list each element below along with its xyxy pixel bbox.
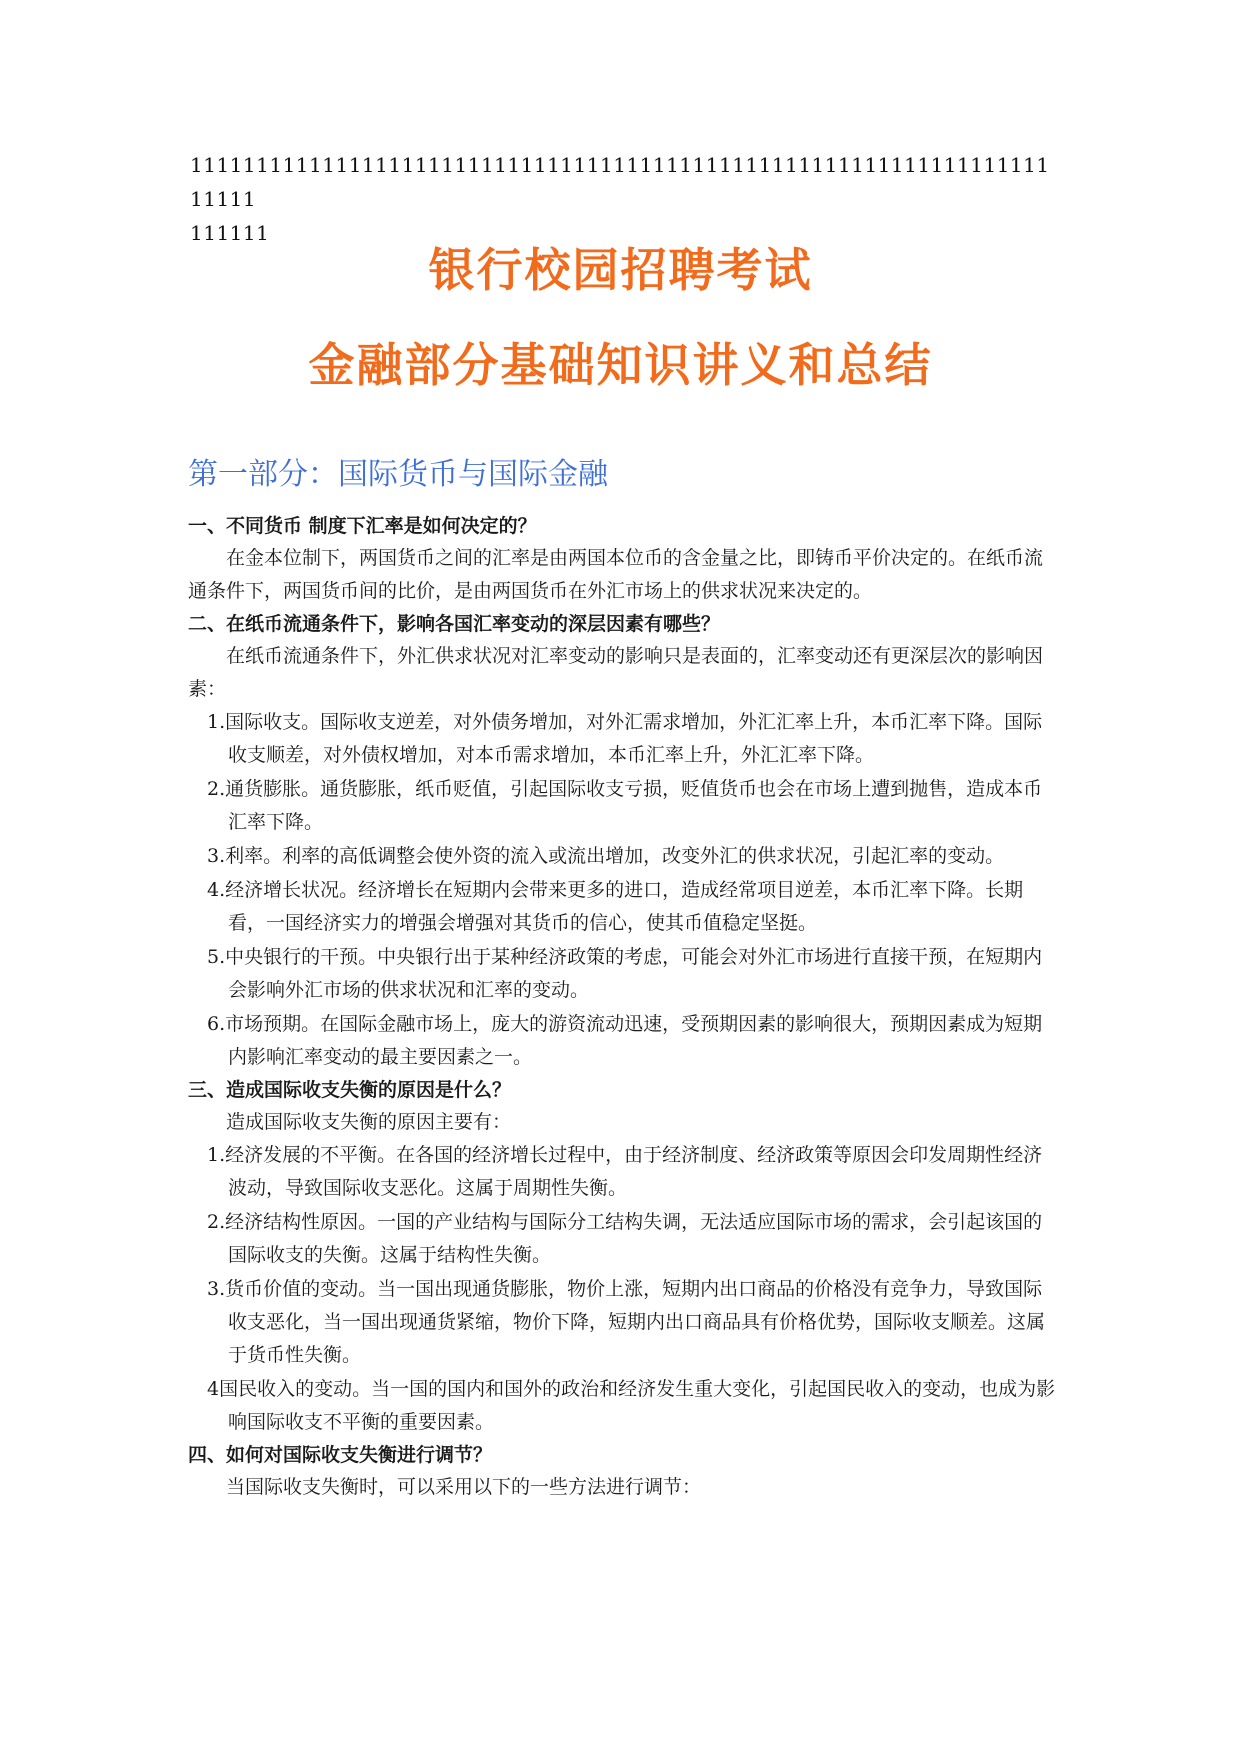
- section-question: 三、造成国际收支失衡的原因是什么？: [188, 1079, 512, 1101]
- section-paragraph: 当国际收支失衡时，可以采用以下的一些方法进行调节：: [226, 1476, 702, 1498]
- list-item: 6.市场预期。在国际金融市场上，庞大的游资流动迅速，受预期因素的影响很大，预期因素成为短期内影响汇率变动的最主要因素之一。: [207, 1013, 1043, 1068]
- document-title-line-2: 金融部分基础知识讲义和总结: [308, 338, 933, 392]
- list-item: 1.经济发展的不平衡。在各国的经济增长过程中，由于经济制度、经济政策等原因会印发周期性经济波动，导致国际收支恶化。这属于周期性失衡。: [207, 1144, 1043, 1199]
- list-item: 4国民收入的变动。当一国的国内和国外的政治和经济发生重大变化，引起国民收入的变动，也成为影响国际收支不平衡的重要因素。: [207, 1378, 1056, 1433]
- header-digits-line-1: 1111111111111111111111111111111111111111111111111111111111111111111111: [190, 153, 1050, 211]
- header-digits: [190, 148, 1060, 250]
- document-title-line-1: 银行校园招聘考试: [428, 243, 813, 297]
- section-paragraph: 在纸币流通条件下，外汇供求状况对汇率变动的影响只是表面的，汇率变动还有更深层次的影响因素：: [188, 645, 1044, 700]
- section-question: 四、如何对国际收支失衡进行调节？: [188, 1444, 493, 1466]
- list-item: 3.利率。利率的高低调整会使外资的流入或流出增加，改变外汇的供求状况，引起汇率的变动。: [207, 845, 1005, 867]
- list-item: 2.通货膨胀。通货膨胀，纸币贬值，引起国际收支亏损，贬值货币也会在市场上遭到抛售，造成本币汇率下降。: [207, 778, 1043, 833]
- section-paragraph: 在金本位制下，两国货币之间的汇率是由两国本位币的含金量之比，即铸币平价决定的。在纸币流通条件下，两国货币间的比价，是由两国货币在外汇市场上的供求状况来决定的。: [188, 547, 1044, 602]
- list-item: 3.货币价值的变动。当一国出现通货膨胀，物价上涨，短期内出口商品的价格没有竞争力，导致国际收支恶化，当一国出现通货紧缩，物价下降，短期内出口商品具有价格优势，国际收支顺差。这属于货币性失衡。: [207, 1278, 1046, 1366]
- section-question: 一、不同货币 制度下汇率是如何决定的？: [188, 515, 537, 537]
- list-item: 5.中央银行的干预。中央银行出于某种经济政策的考虑，可能会对外汇市场进行直接干预，在短期内会影响外汇市场的供求状况和汇率的变动。: [207, 946, 1043, 1001]
- section-paragraph: 造成国际收支失衡的原因主要有：: [226, 1111, 512, 1133]
- document-body: [188, 510, 1058, 1504]
- section-question: 二、在纸币流通条件下，影响各国汇率变动的深层因素有哪些？: [188, 613, 721, 635]
- header-digits-line-2: 111111: [190, 221, 270, 245]
- part-heading: 第一部分：国际货币与国际金融: [188, 457, 608, 492]
- list-item: 4.经济增长状况。经济增长在短期内会带来更多的进口，造成经常项目逆差，本币汇率下降。长期看，一国经济实力的增强会增强对其货币的信心，使其币值稳定坚挺。: [207, 879, 1024, 934]
- list-item: 2.经济结构性原因。一国的产业结构与国际分工结构失调，无法适应国际市场的需求，会引起该国的国际收支的失衡。这属于结构性失衡。: [207, 1211, 1043, 1266]
- list-item: 1.国际收支。国际收支逆差，对外债务增加，对外汇需求增加，外汇汇率上升，本币汇率下降。国际收支顺差，对外债权增加，对本币需求增加，本币汇率上升，外汇汇率下降。: [207, 711, 1043, 766]
